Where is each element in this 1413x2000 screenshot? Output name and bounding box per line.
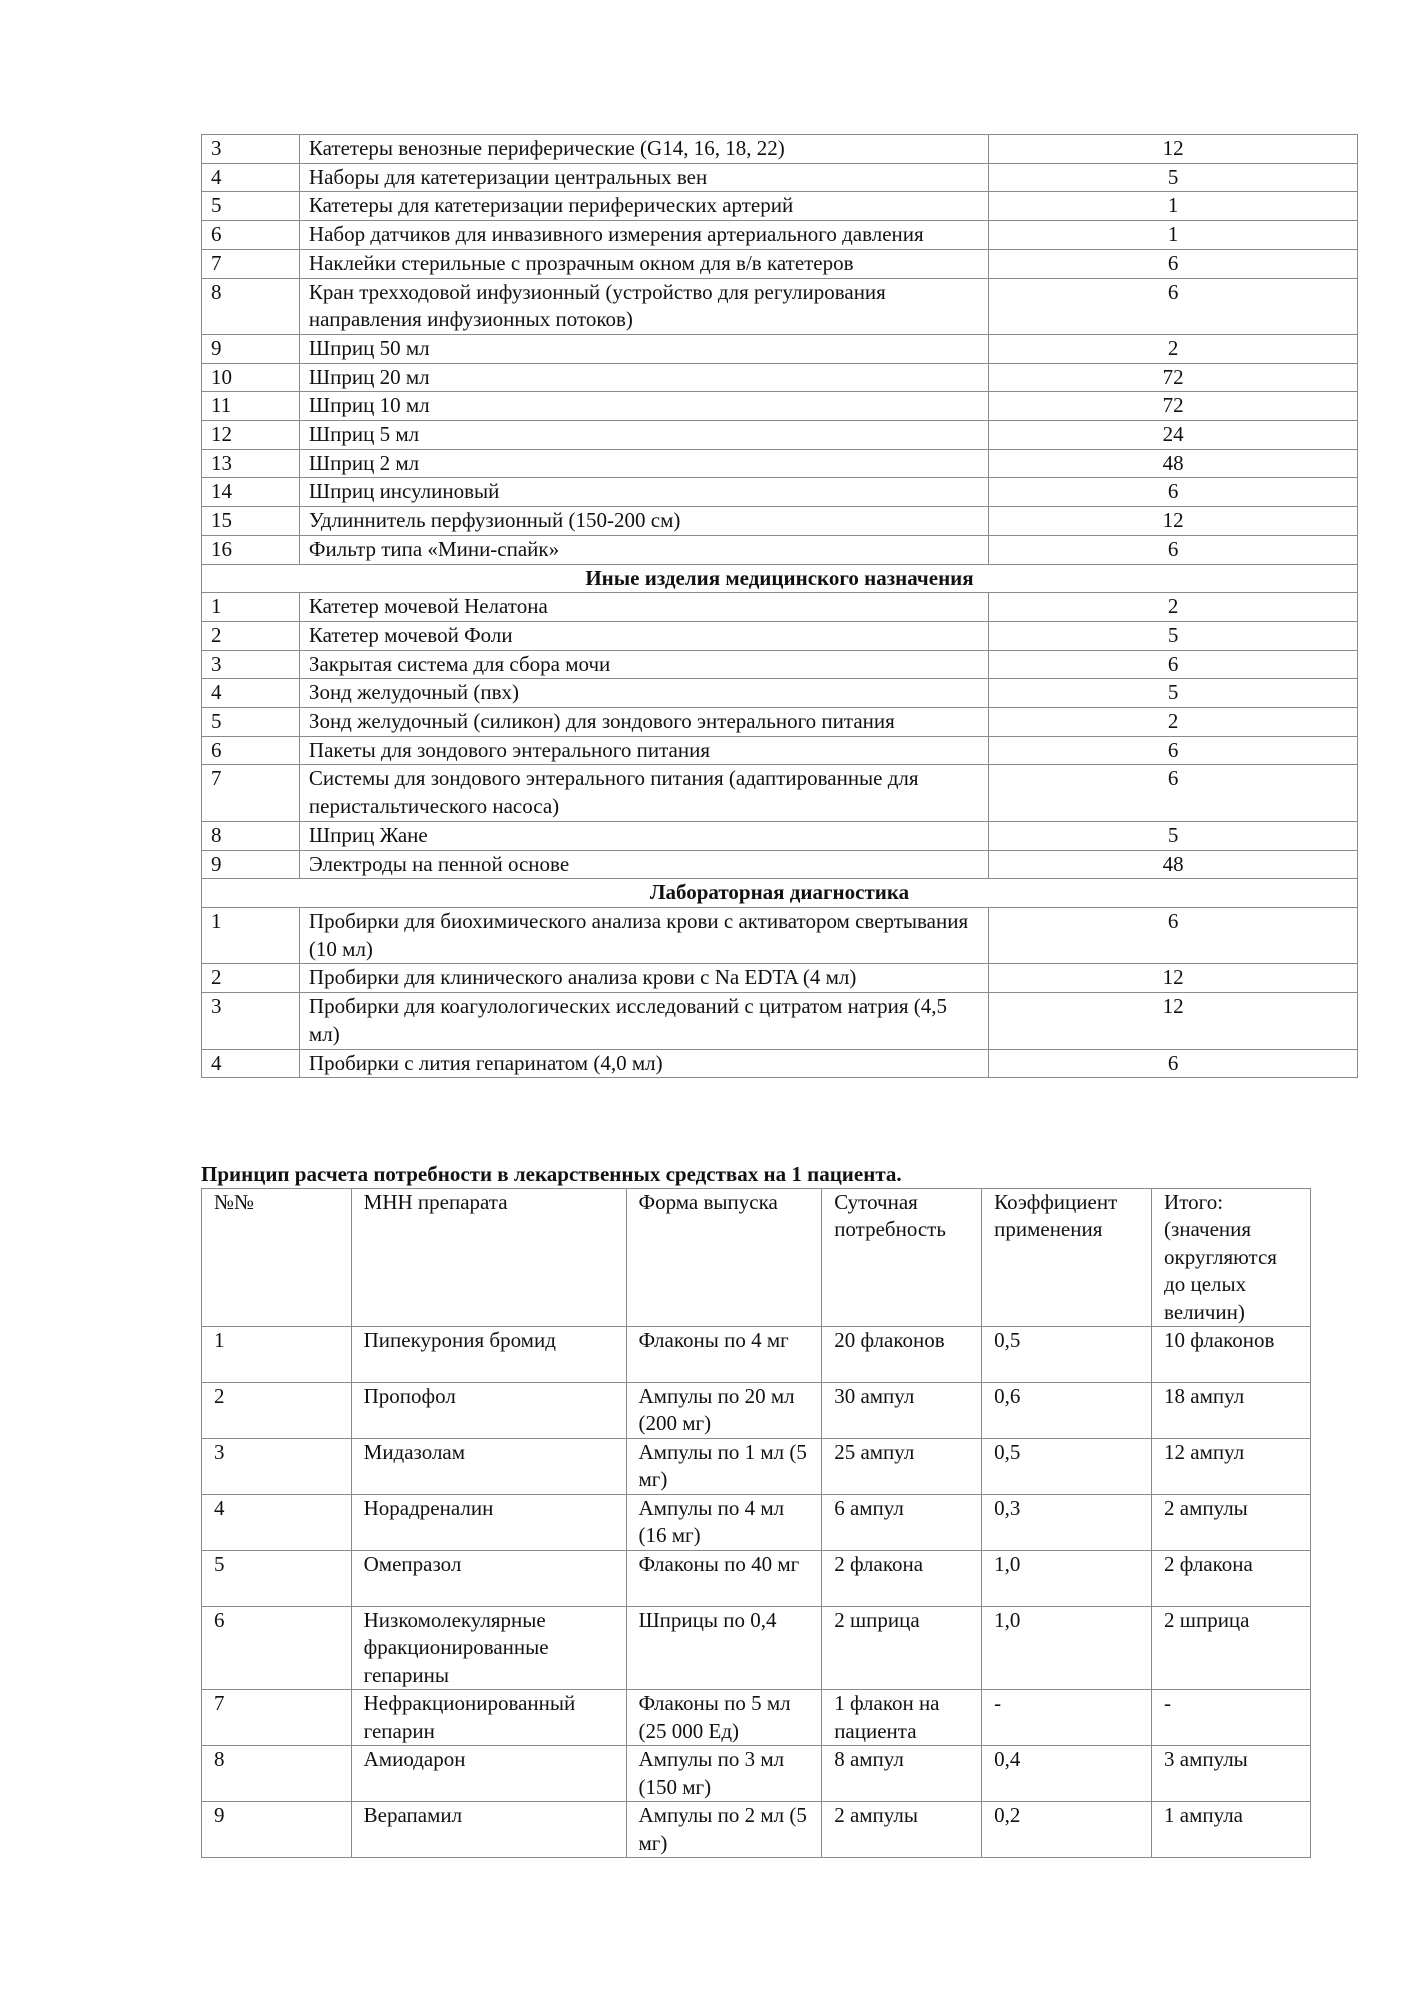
item-quantity: 6 <box>989 478 1358 507</box>
daily-need: 30 ампул <box>822 1383 982 1439</box>
item-name: Шприц инсулиновый <box>299 478 988 507</box>
row-number: 3 <box>202 1439 352 1495</box>
daily-need: 2 ампулы <box>822 1802 982 1858</box>
section-header-row <box>202 879 1358 908</box>
row-number: 11 <box>202 392 300 421</box>
item-name: Шприц 20 мл <box>299 363 988 392</box>
item-quantity: 6 <box>989 1049 1358 1078</box>
usage-coefficient: 0,5 <box>982 1327 1152 1383</box>
row-number: 6 <box>202 1607 352 1690</box>
row-number: 1 <box>202 593 300 622</box>
row-number: 3 <box>202 650 300 679</box>
item-quantity: 2 <box>989 593 1358 622</box>
item-quantity: 6 <box>989 907 1358 963</box>
item-name: Набор датчиков для инвазивного измерения артериального давления <box>299 221 988 250</box>
table-row <box>202 478 1358 507</box>
item-name: Шприц 50 мл <box>299 334 988 363</box>
drug-inn: Верапамил <box>351 1802 626 1858</box>
table-row <box>202 1383 1311 1439</box>
row-number: 5 <box>202 708 300 737</box>
table-row <box>202 449 1358 478</box>
usage-coefficient: 0,3 <box>982 1495 1152 1551</box>
item-quantity: 6 <box>989 535 1358 564</box>
table-header-row <box>202 1189 1311 1327</box>
row-number: 4 <box>202 163 300 192</box>
usage-coefficient: 0,5 <box>982 1439 1152 1495</box>
total: 2 флакона <box>1152 1551 1311 1607</box>
row-number: 2 <box>202 621 300 650</box>
release-form: Шприцы по 0,4 <box>626 1607 822 1690</box>
table-row <box>202 135 1358 164</box>
item-quantity: 6 <box>989 650 1358 679</box>
release-form: Ампулы по 4 мл (16 мг) <box>626 1495 822 1551</box>
section-title: Иные изделия медицинского назначения <box>202 564 1358 593</box>
header-total: Итого: (значения округляются до целых величин) <box>1152 1189 1311 1327</box>
row-number: 3 <box>202 993 300 1049</box>
row-number: 9 <box>202 850 300 879</box>
row-number: 7 <box>202 765 300 821</box>
item-name: Шприц 2 мл <box>299 449 988 478</box>
item-quantity: 72 <box>989 363 1358 392</box>
drug-inn: Низкомолекулярные фракционированные гепарины <box>351 1607 626 1690</box>
table-row <box>202 363 1358 392</box>
item-name: Шприц Жане <box>299 821 988 850</box>
total: 18 ампул <box>1152 1383 1311 1439</box>
total: 1 ампула <box>1152 1802 1311 1858</box>
item-quantity: 5 <box>989 679 1358 708</box>
table-row <box>202 1049 1358 1078</box>
table-row <box>202 1327 1311 1383</box>
header-coefficient: Коэффициент применения <box>982 1189 1152 1327</box>
row-number: 6 <box>202 221 300 250</box>
section-header-row <box>202 564 1358 593</box>
table-row <box>202 535 1358 564</box>
item-name: Шприц 5 мл <box>299 421 988 450</box>
item-name: Зонд желудочный (силикон) для зондового энтерального питания <box>299 708 988 737</box>
table-row <box>202 507 1358 536</box>
drug-inn: Мидазолам <box>351 1439 626 1495</box>
item-quantity: 1 <box>989 221 1358 250</box>
header-inn: МНН препарата <box>351 1189 626 1327</box>
total: 2 ампулы <box>1152 1495 1311 1551</box>
item-quantity: 12 <box>989 135 1358 164</box>
item-name: Системы для зондового энтерального питания (адаптированные для перистальтического насоса) <box>299 765 988 821</box>
release-form: Флаконы по 40 мг <box>626 1551 822 1607</box>
table-row <box>202 249 1358 278</box>
row-number: 1 <box>202 907 300 963</box>
release-form: Ампулы по 3 мл (150 мг) <box>626 1746 822 1802</box>
total: 12 ампул <box>1152 1439 1311 1495</box>
daily-need: 6 ампул <box>822 1495 982 1551</box>
release-form: Ампулы по 20 мл (200 мг) <box>626 1383 822 1439</box>
medication-table-title: Принцип расчета потребности в лекарственных средствах на 1 пациента. <box>201 1162 902 1186</box>
row-number: 13 <box>202 449 300 478</box>
row-number: 8 <box>202 278 300 334</box>
table-row <box>202 1690 1311 1746</box>
row-number: 9 <box>202 334 300 363</box>
drug-inn: Омепразол <box>351 1551 626 1607</box>
row-number: 10 <box>202 363 300 392</box>
item-quantity: 5 <box>989 621 1358 650</box>
item-quantity: 5 <box>989 821 1358 850</box>
row-number: 8 <box>202 821 300 850</box>
row-number: 1 <box>202 1327 352 1383</box>
item-name: Наклейки стерильные с прозрачным окном для в/в катетеров <box>299 249 988 278</box>
table-row <box>202 1551 1311 1607</box>
table-row <box>202 1607 1311 1690</box>
table-row <box>202 993 1358 1049</box>
row-number: 5 <box>202 192 300 221</box>
usage-coefficient: 1,0 <box>982 1607 1152 1690</box>
item-quantity: 12 <box>989 993 1358 1049</box>
item-quantity: 6 <box>989 765 1358 821</box>
drug-inn: Амиодарон <box>351 1746 626 1802</box>
table-row <box>202 593 1358 622</box>
item-quantity: 2 <box>989 708 1358 737</box>
usage-coefficient: 0,4 <box>982 1746 1152 1802</box>
item-quantity: 72 <box>989 392 1358 421</box>
row-number: 3 <box>202 135 300 164</box>
item-name: Закрытая система для сбора мочи <box>299 650 988 679</box>
header-daily-need: Суточная потребность <box>822 1189 982 1327</box>
drug-inn: Пропофол <box>351 1383 626 1439</box>
row-number: 4 <box>202 679 300 708</box>
table-row <box>202 192 1358 221</box>
table-row <box>202 278 1358 334</box>
release-form: Флаконы по 4 мг <box>626 1327 822 1383</box>
total: 10 флаконов <box>1152 1327 1311 1383</box>
row-number: 2 <box>202 964 300 993</box>
row-number: 7 <box>202 1690 352 1746</box>
usage-coefficient: 0,2 <box>982 1802 1152 1858</box>
table-row <box>202 1746 1311 1802</box>
row-number: 14 <box>202 478 300 507</box>
table-row <box>202 907 1358 963</box>
item-quantity: 6 <box>989 249 1358 278</box>
table-row <box>202 679 1358 708</box>
item-name: Катетер мочевой Фоли <box>299 621 988 650</box>
row-number: 15 <box>202 507 300 536</box>
item-quantity: 12 <box>989 507 1358 536</box>
total: 3 ампулы <box>1152 1746 1311 1802</box>
usage-coefficient: 0,6 <box>982 1383 1152 1439</box>
table-row <box>202 421 1358 450</box>
item-quantity: 6 <box>989 278 1358 334</box>
item-name: Шприц 10 мл <box>299 392 988 421</box>
usage-coefficient: - <box>982 1690 1152 1746</box>
table-row <box>202 1439 1311 1495</box>
table-row <box>202 221 1358 250</box>
daily-need: 25 ампул <box>822 1439 982 1495</box>
release-form: Ампулы по 1 мл (5 мг) <box>626 1439 822 1495</box>
table-row <box>202 621 1358 650</box>
item-name: Пробирки для коагулологических исследований с цитратом натрия (4,5 мл) <box>299 993 988 1049</box>
daily-need: 1 флакон на пациента <box>822 1690 982 1746</box>
item-name: Пробирки для биохимического анализа крови с активатором свертывания (10 мл) <box>299 907 988 963</box>
usage-coefficient: 1,0 <box>982 1551 1152 1607</box>
section-title: Лабораторная диагностика <box>202 879 1358 908</box>
row-number: 2 <box>202 1383 352 1439</box>
item-name: Пробирки с лития гепаринатом (4,0 мл) <box>299 1049 988 1078</box>
item-quantity: 12 <box>989 964 1358 993</box>
item-name: Кран трехходовой инфузионный (устройство для регулирования направления инфузионных потоков) <box>299 278 988 334</box>
daily-need: 8 ампул <box>822 1746 982 1802</box>
item-quantity: 2 <box>989 334 1358 363</box>
item-name: Катетеры венозные периферические (G14, 16, 18, 22) <box>299 135 988 164</box>
table-row <box>202 1802 1311 1858</box>
medication-calculation-table <box>201 1188 1311 1858</box>
table-row <box>202 850 1358 879</box>
table-row <box>202 334 1358 363</box>
row-number: 6 <box>202 736 300 765</box>
item-name: Электроды на пенной основе <box>299 850 988 879</box>
table-row <box>202 821 1358 850</box>
item-name: Пакеты для зондового энтерального питания <box>299 736 988 765</box>
total: - <box>1152 1690 1311 1746</box>
daily-need: 20 флаконов <box>822 1327 982 1383</box>
row-number: 5 <box>202 1551 352 1607</box>
item-name: Наборы для катетеризации центральных вен <box>299 163 988 192</box>
row-number: 7 <box>202 249 300 278</box>
table-row <box>202 1495 1311 1551</box>
table-row <box>202 964 1358 993</box>
release-form: Флаконы по 5 мл (25 000 Ед) <box>626 1690 822 1746</box>
table-row <box>202 765 1358 821</box>
item-quantity: 48 <box>989 449 1358 478</box>
drug-inn: Пипекурония бромид <box>351 1327 626 1383</box>
daily-need: 2 флакона <box>822 1551 982 1607</box>
release-form: Ампулы по 2 мл (5 мг) <box>626 1802 822 1858</box>
drug-inn: Норадреналин <box>351 1495 626 1551</box>
daily-need: 2 шприца <box>822 1607 982 1690</box>
row-number: 4 <box>202 1049 300 1078</box>
item-quantity: 24 <box>989 421 1358 450</box>
item-name: Удлиннитель перфузионный (150-200 см) <box>299 507 988 536</box>
row-number: 16 <box>202 535 300 564</box>
row-number: 9 <box>202 1802 352 1858</box>
item-name: Зонд желудочный (пвх) <box>299 679 988 708</box>
row-number: 8 <box>202 1746 352 1802</box>
item-name: Катетеры для катетеризации периферических артерий <box>299 192 988 221</box>
table-row <box>202 392 1358 421</box>
item-name: Фильтр типа «Мини-спайк» <box>299 535 988 564</box>
item-name: Пробирки для клинического анализа крови с Na EDTA (4 мл) <box>299 964 988 993</box>
item-quantity: 5 <box>989 163 1358 192</box>
row-number: 4 <box>202 1495 352 1551</box>
row-number: 12 <box>202 421 300 450</box>
item-quantity: 6 <box>989 736 1358 765</box>
item-quantity: 48 <box>989 850 1358 879</box>
table-row <box>202 736 1358 765</box>
drug-inn: Нефракционированный гепарин <box>351 1690 626 1746</box>
table-row <box>202 650 1358 679</box>
item-quantity: 1 <box>989 192 1358 221</box>
header-form: Форма выпуска <box>626 1189 822 1327</box>
header-number: №№ <box>202 1189 352 1327</box>
total: 2 шприца <box>1152 1607 1311 1690</box>
table-row <box>202 163 1358 192</box>
supplies-table <box>201 134 1358 1078</box>
item-name: Катетер мочевой Нелатона <box>299 593 988 622</box>
table-row <box>202 708 1358 737</box>
